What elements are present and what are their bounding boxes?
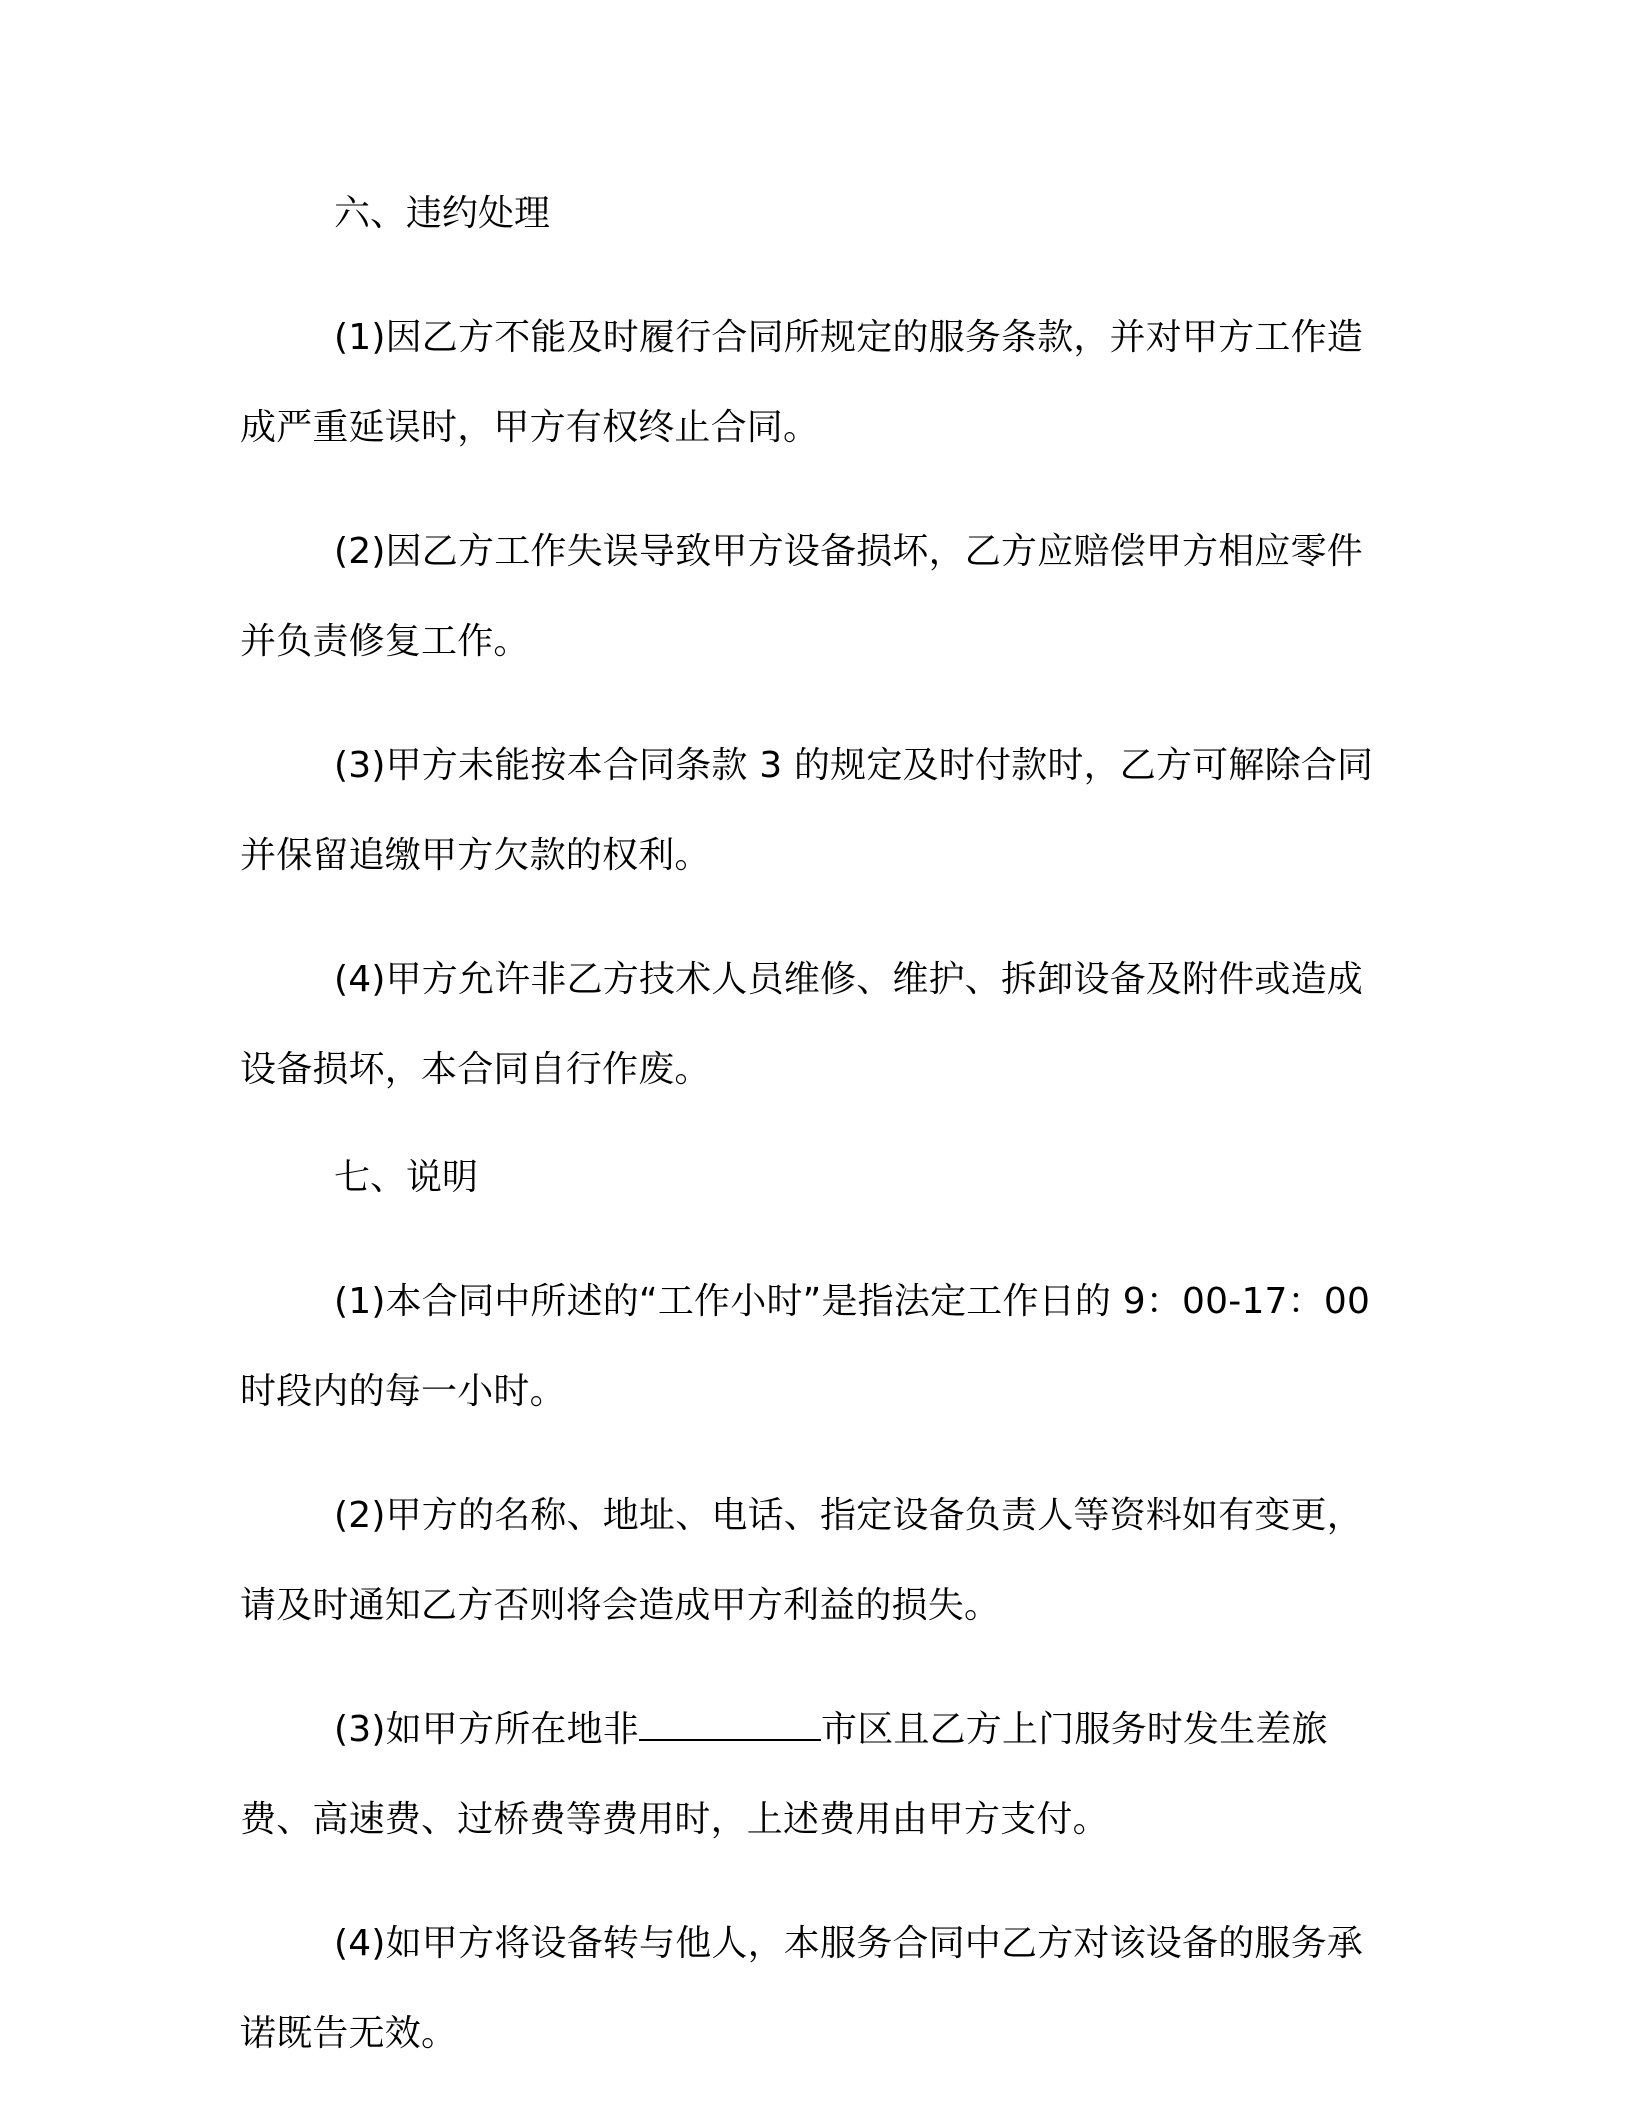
- note-clause-3: [240, 1685, 1380, 1865]
- note-clause-1: (1)本合同中所述的“工作小时”是指法定工作日的 9：00-17：00 时段内的每一小时。: [240, 1281, 1371, 1412]
- blank-fill-line: [639, 1709, 821, 1741]
- breach-clause-1: (1)因乙方不能及时履行合同所规定的服务条款，并对甲方工作造成严重延误时，甲方有权终止合同。: [240, 317, 1363, 448]
- breach-clause-3: (3)甲方未能按本合同条款 3 的规定及时付款时，乙方可解除合同并保留追缴甲方欠款的权利。: [240, 745, 1374, 876]
- section-heading-breach: 六、违约处理: [334, 193, 551, 234]
- note-clause-2: (2)甲方的名称、地址、电话、指定设备负责人等资料如有变更，请及时通知乙方否则将会造成甲方利益的损失。: [240, 1495, 1363, 1626]
- note-clause-3-before: (3)如甲方所在地非: [334, 1709, 639, 1750]
- section-heading-notes: 七、说明: [334, 1157, 479, 1198]
- document-body: [240, 185, 1380, 2113]
- breach-clause-4: (4)甲方允许非乙方技术人员维修、维护、拆卸设备及附件或造成设备损坏，本合同自行作废。: [240, 959, 1363, 1090]
- note-clause-4: (4)如甲方将设备转与他人，本服务合同中乙方对该设备的服务承诺既告无效。: [240, 1923, 1363, 2054]
- breach-clause-2: (2)因乙方工作失误导致甲方设备损坏，乙方应赔偿甲方相应零件并负责修复工作。: [240, 531, 1363, 662]
- note-clause-3-after: 市区且乙方上门服务时发生差旅费、高速费、过桥费等费用时，上述费用由甲方支付。: [240, 1709, 1328, 1840]
